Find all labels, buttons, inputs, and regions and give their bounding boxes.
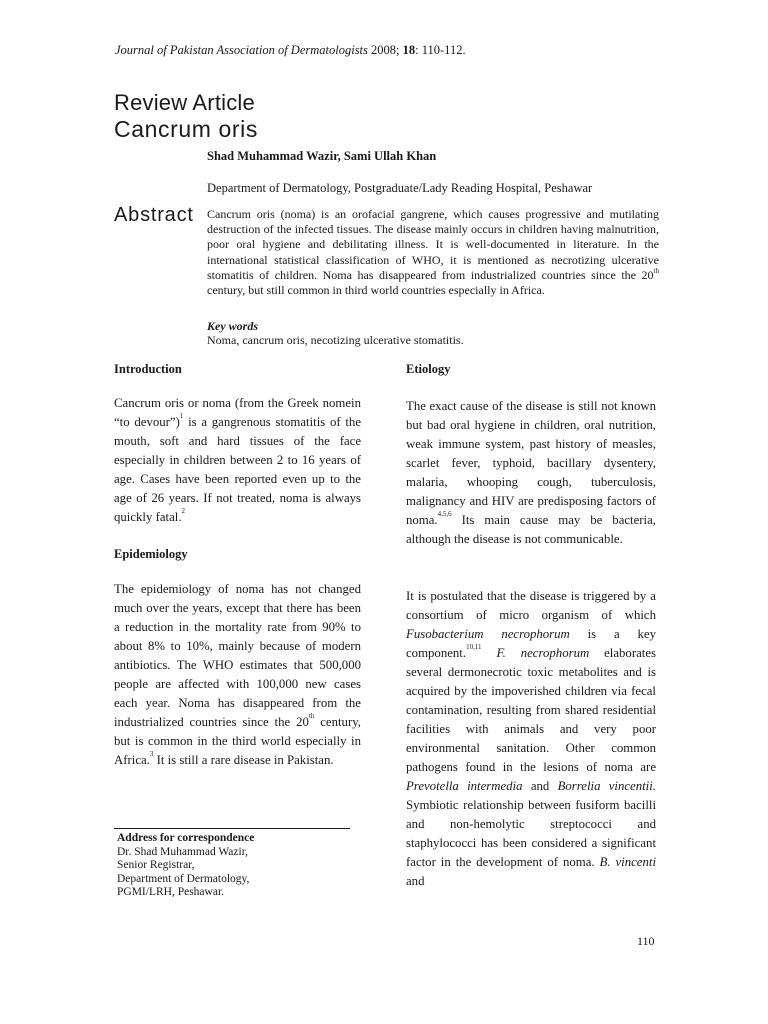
affiliation: Department of Dermatology, Postgraduate/Lady Reading Hospital, Peshawar: [207, 181, 593, 195]
journal-name: Journal of Pakistan Association of Dermatologists: [115, 43, 368, 57]
etiology-heading: Etiology: [406, 362, 451, 376]
epidemiology-paragraph: The epidemiology of noma has not changed much over the years, except that there has been a reduction in the mortality rate from 90% to about 8% to 10%, mainly because of modern antibiotics. The WHO estimates that 500,000 people are affected with 100,000 new cases each year. Noma has disappeared from the industrialized countries since the 20th century, but is common in the third world especially in Africa.$^3$ It is still a rare disease in Pakistan.: [114, 582, 361, 767]
correspondence-line: Department of Dermatology,: [117, 872, 250, 885]
journal-pages: : 110-112.: [415, 43, 466, 57]
article-type: Review Article: [114, 90, 255, 115]
keywords-heading: Key words: [207, 319, 258, 333]
correspondence-line: PGMI/LRH, Peshawar.: [117, 886, 225, 898]
page-number: 110: [637, 934, 655, 948]
introduction-heading: Introduction: [114, 362, 182, 376]
correspondence-divider: [114, 828, 350, 829]
etiology-paragraph-1: The exact cause of the disease is still not known but bad oral hygiene in children, oral nutrition, weak immune system, past history of measles, scarlet fever, typhoid, bacillary dysentery, malaria, whooping cough, tuberculosis, malignancy and HIV are predisposing factors of noma.$^{4,5,6}$ Its main cause may be bacteria, although the disease is not communicable.: [406, 399, 656, 546]
abstract-heading: Abstract: [114, 204, 194, 226]
etiology-paragraph-2: It is postulated that the disease is triggered by a consortium of micro organism of which Fusobacterium necrophorum is a key component.$^{10,11}$ F. necrophorum elaborates several dermonecrotic toxic metabolites and is acquired by the impoverished children via fecal contamination, resulting from shared residential facilities with animals and very poor environmental sanitation. Other common pathogens found in the lesions of noma are Prevotella intermedia and Borrelia vincentii. Symbiotic relationship between fusiform bacilli and non-hemolytic streptococci and staphylococci has been considered a significant factor in the development of noma. B. vincenti and: [406, 589, 657, 888]
journal-year: 2008;: [367, 43, 403, 57]
journal-citation: [115, 43, 466, 58]
correspondence-heading: Address for correspondence: [117, 832, 255, 844]
epidemiology-heading: Epidemiology: [114, 547, 188, 561]
abstract-text: Cancrum oris (noma) is an orofacial gangrene, which causes progressive and mutilating destruction of the infected tissues. The disease mainly occurs in children having malnutrition, poor oral hygiene and debilitating illness. It is well-documented in literature. In the international statistical classification of WHO, it is mentioned as necrotizing ulcerative stomatitis of children. Noma has disappeared from industrialized countries since the 20th century, but still common in third world countries especially in Africa.: [207, 207, 659, 298]
journal-volume: 18: [402, 43, 416, 57]
keywords-text: Noma, cancrum oris, necotizing ulcerative stomatitis.: [207, 333, 464, 347]
introduction-paragraph: Cancrum oris or noma (from the Greek nomein “to devour”)$^1$ is a gangrenous stomatitis of the mouth, soft and hard tissues of the face especially in children between 2 to 16 years of age. Cases have been reported even up to the age of 26 years. If not treated, noma is always quickly fatal.$^2$: [114, 396, 361, 524]
correspondence-line: Senior Registrar,: [117, 859, 195, 871]
article-title: Cancrum oris: [114, 116, 258, 142]
correspondence-block: [117, 832, 254, 900]
authors: Shad Muhammad Wazir, Sami Ullah Khan: [207, 149, 437, 163]
correspondence-line: Dr. Shad Muhammad Wazir,: [117, 845, 248, 858]
